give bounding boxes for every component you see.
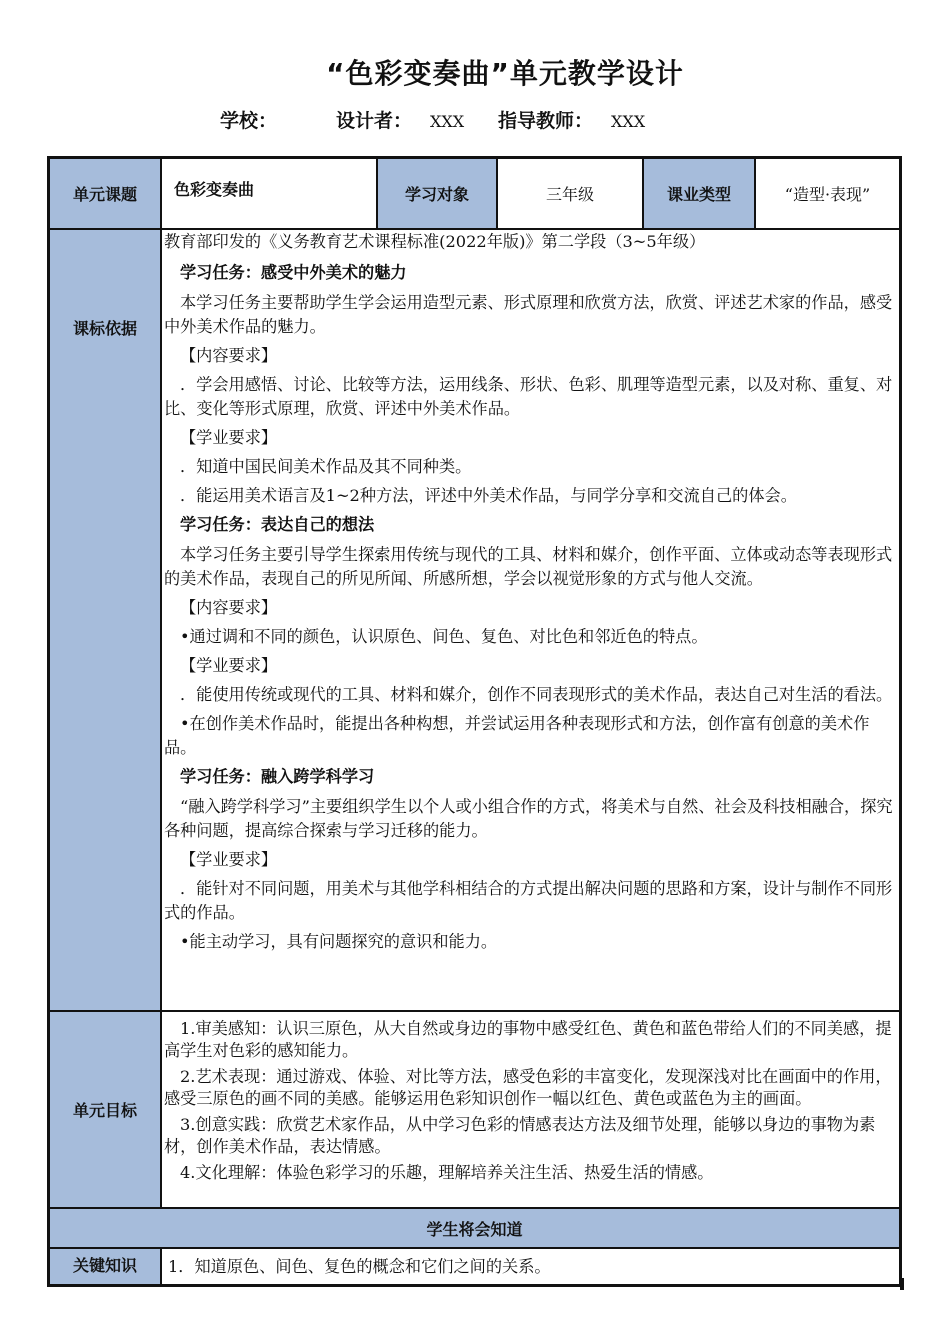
doc-title: “色彩变奏曲”单元教学设计 [326, 57, 684, 90]
basis-line: ．知道中国民间美术作品及其不同种类。 [180, 457, 472, 476]
basis-line: •在创作美术作品时，能提出各种构想，并尝试运用各种表现形式和方法，创作富有创意的美术作品。 [164, 714, 870, 757]
basis-line: 教育部印发的《义务教育艺术课程标准(2022年版)》第二学段（3~5年级） [164, 232, 706, 251]
design-table [47, 156, 902, 1287]
basis-line: 本学习任务主要引导学生探索用传统与现代的工具、材料和媒介，创作平面、立体或动态等表现形式的美术作品，表现自己的所见所闻、所感所想，学会以视觉形象的方式与他人交流。 [164, 545, 893, 588]
requirement-heading: 【学业要求】 [180, 428, 278, 447]
key-knowledge-value: 1．知道原色、间色、复色的概念和它们之间的关系。 [168, 1257, 551, 1276]
school-label-text: 学校： [220, 110, 278, 132]
goals-label: 单元目标 [50, 1012, 162, 1209]
basis-line: ．能使用传统或现代的工具、材料和媒介，创作不同表现形式的美术作品，表达自己对生活的看法。 [180, 685, 893, 704]
goal-item: 4.文化理解：体验色彩学习的乐趣，理解培养关注生活、热爱生活的情感。 [180, 1163, 714, 1182]
course-type-value: “造型·表现” [756, 159, 899, 230]
advisor-info [498, 108, 645, 134]
designer-label: 设计者： [336, 110, 413, 132]
requirement-heading: 【学业要求】 [180, 850, 278, 869]
basis-line: •能主动学习，具有问题探究的意识和能力。 [180, 932, 498, 951]
basis-line: ．学会用感悟、讨论、比较等方法，运用线条、形状、色彩、肌理等造型元素，以及对称、重复、对比、变化等形式原理，欣赏、评述中外美术作品。 [164, 375, 893, 418]
basis-label: 课标依据 [50, 230, 162, 1012]
designer-info [336, 108, 464, 134]
audience-value: 三年级 [498, 159, 644, 230]
course-type-label: 课业类型 [644, 159, 756, 230]
designer-value: XXX [430, 112, 465, 131]
basis-line: “融入跨学科学习”主要组织学生以个人或小组合作的方式，将美术与自然、社会及科技相融合，探究各种问题，提高综合探索与学习迁移的能力。 [164, 797, 893, 840]
know-banner: 学生将会知道 [50, 1209, 899, 1249]
goal-item: 1.审美感知：认识三原色，从大自然或身边的事物中感受红色、黄色和蓝色带给人们的不同美感，提高学生对色彩的感知能力。 [164, 1019, 892, 1060]
goal-item: 3.创意实践：欣赏艺术家作品，从中学习色彩的情感表达方法及细节处理，能够以身边的事物为素材，创作美术作品，表达情感。 [164, 1115, 876, 1156]
goal-item: 2.艺术表现：通过游戏、体验、对比等方法，感受色彩的丰富变化，发现深浅对比在画面中的作用，感受三原色的画不同的美感。能够运用色彩知识创作一幅以红色、黄色或蓝色为主的画面。 [164, 1067, 892, 1108]
goals-content [162, 1012, 899, 1209]
unit-topic-label: 单元课题 [50, 159, 162, 230]
audience-label: 学习对象 [378, 159, 498, 230]
basis-line: ．能运用美术语言及1~2种方法，评述中外美术作品，与同学分享和交流自己的体会。 [180, 486, 797, 505]
requirement-heading: 【内容要求】 [180, 346, 278, 365]
requirement-heading: 【内容要求】 [180, 598, 278, 617]
advisor-label: 指导教师： [498, 110, 594, 132]
key-knowledge-label: 关键知识 [50, 1249, 162, 1284]
requirement-heading: 【学业要求】 [180, 656, 278, 675]
unit-topic-value: 色彩变奏曲 [162, 159, 378, 230]
task-heading: 学习任务：感受中外美术的魅力 [180, 263, 407, 282]
task-heading: 学习任务：表达自己的想法 [180, 515, 375, 534]
basis-line: •通过调和不同的颜色，认识原色、间色、复色、对比色和邻近色的特点。 [180, 627, 708, 646]
basis-content [162, 230, 899, 1012]
advisor-value: XXX [611, 112, 646, 131]
basis-line: ．能针对不同问题，用美术与其他学科相结合的方式提出解决问题的思路和方案，设计与制作不同形式的作品。 [164, 879, 893, 922]
task-heading: 学习任务：融入跨学科学习 [180, 767, 375, 786]
table-edge-mark [900, 1278, 904, 1290]
school-label [220, 108, 277, 134]
basis-line: 本学习任务主要帮助学生学会运用造型元素、形式原理和欣赏方法，欣赏、评述艺术家的作品，感受中外美术作品的魅力。 [164, 293, 893, 336]
